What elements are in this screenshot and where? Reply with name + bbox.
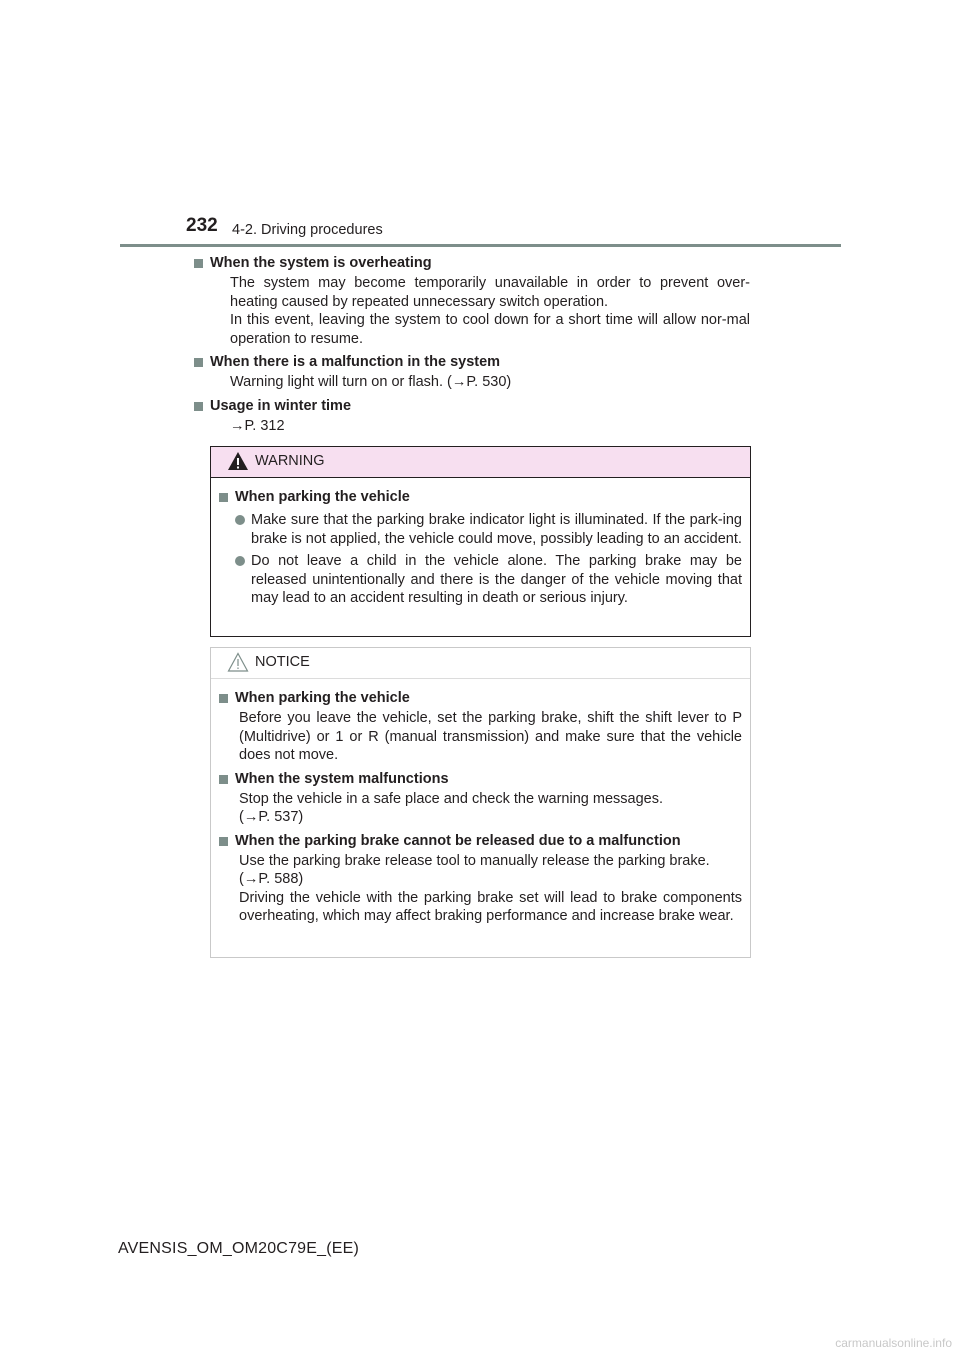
square-bullet-icon: [219, 493, 228, 502]
square-bullet-icon: [194, 358, 203, 367]
square-bullet-icon: [219, 775, 228, 784]
notice-text: Use the parking brake release tool to manually release the parking brake. (→P. 588) Driving the vehicle with the parking brake set will lead to brake components overheating, which may affect braking performance and increase brake wear.: [239, 852, 742, 924]
list-item: [210, 254, 750, 348]
notice-text: Before you leave the vehicle, set the parking brake, shift the shift lever to P (Multidrive) or 1 or R (manual transmission) and make sure that the vehicle does not move.: [239, 710, 742, 763]
item-body: →P. 312: [230, 417, 285, 434]
notice-text: Stop the vehicle in a safe place and check the warning messages. (→P. 537): [239, 790, 663, 825]
warning-bullet: Make sure that the parking brake indicator light is illuminated. If the park-ing brake is not applied, the vehicle could move, possibly leading to an accident.: [219, 511, 742, 548]
notice-heading: When parking the vehicle: [219, 689, 742, 708]
warning-triangle-icon: [227, 451, 249, 471]
notice-title: NOTICE: [255, 654, 310, 670]
warning-body: [211, 478, 750, 608]
header-divider: [120, 244, 841, 247]
warning-heading: When parking the vehicle: [219, 488, 742, 507]
section-title: 4-2. Driving procedures: [232, 222, 383, 238]
notice-box: [210, 647, 751, 958]
item-body: The system may become temporarily unavailable in order to prevent over-heating caused by repeated unnecessary switch operation. In this event, leaving the system to cool down for a short time will allow nor-mal operation to resume.: [230, 275, 750, 347]
notice-title-bar: [211, 648, 750, 679]
square-bullet-icon: [194, 259, 203, 268]
item-heading: When the system is overheating: [194, 254, 750, 273]
notice-heading: When the parking brake cannot be released due to a malfunction: [219, 832, 742, 851]
item-body: Warning light will turn on or flash. (→P. 530): [230, 374, 512, 390]
main-content: [210, 254, 750, 440]
round-bullet-icon: [235, 556, 245, 566]
page-number: 232: [186, 215, 218, 236]
caution-triangle-icon: [227, 652, 249, 672]
square-bullet-icon: [219, 694, 228, 703]
warning-bullet: Do not leave a child in the vehicle alone. The parking brake may be released unintentionally and there is the danger of the vehicle moving that may lead to an accident resulting in death or serious injury.: [219, 552, 742, 608]
square-bullet-icon: [219, 837, 228, 846]
warning-title: WARNING: [255, 453, 325, 469]
page-header: [0, 0, 960, 250]
notice-body: [211, 679, 750, 926]
round-bullet-icon: [235, 515, 245, 525]
list-item: [210, 353, 750, 392]
item-heading: Usage in winter time: [194, 397, 750, 416]
watermark: carmanualsonline.info: [835, 1336, 952, 1350]
item-heading: When there is a malfunction in the system: [194, 353, 750, 372]
list-item: [210, 397, 750, 436]
document-code: AVENSIS_OM_OM20C79E_(EE): [118, 1240, 360, 1257]
notice-heading: When the system malfunctions: [219, 770, 742, 789]
square-bullet-icon: [194, 402, 203, 411]
warning-title-bar: [211, 447, 750, 478]
warning-box: [210, 446, 751, 637]
